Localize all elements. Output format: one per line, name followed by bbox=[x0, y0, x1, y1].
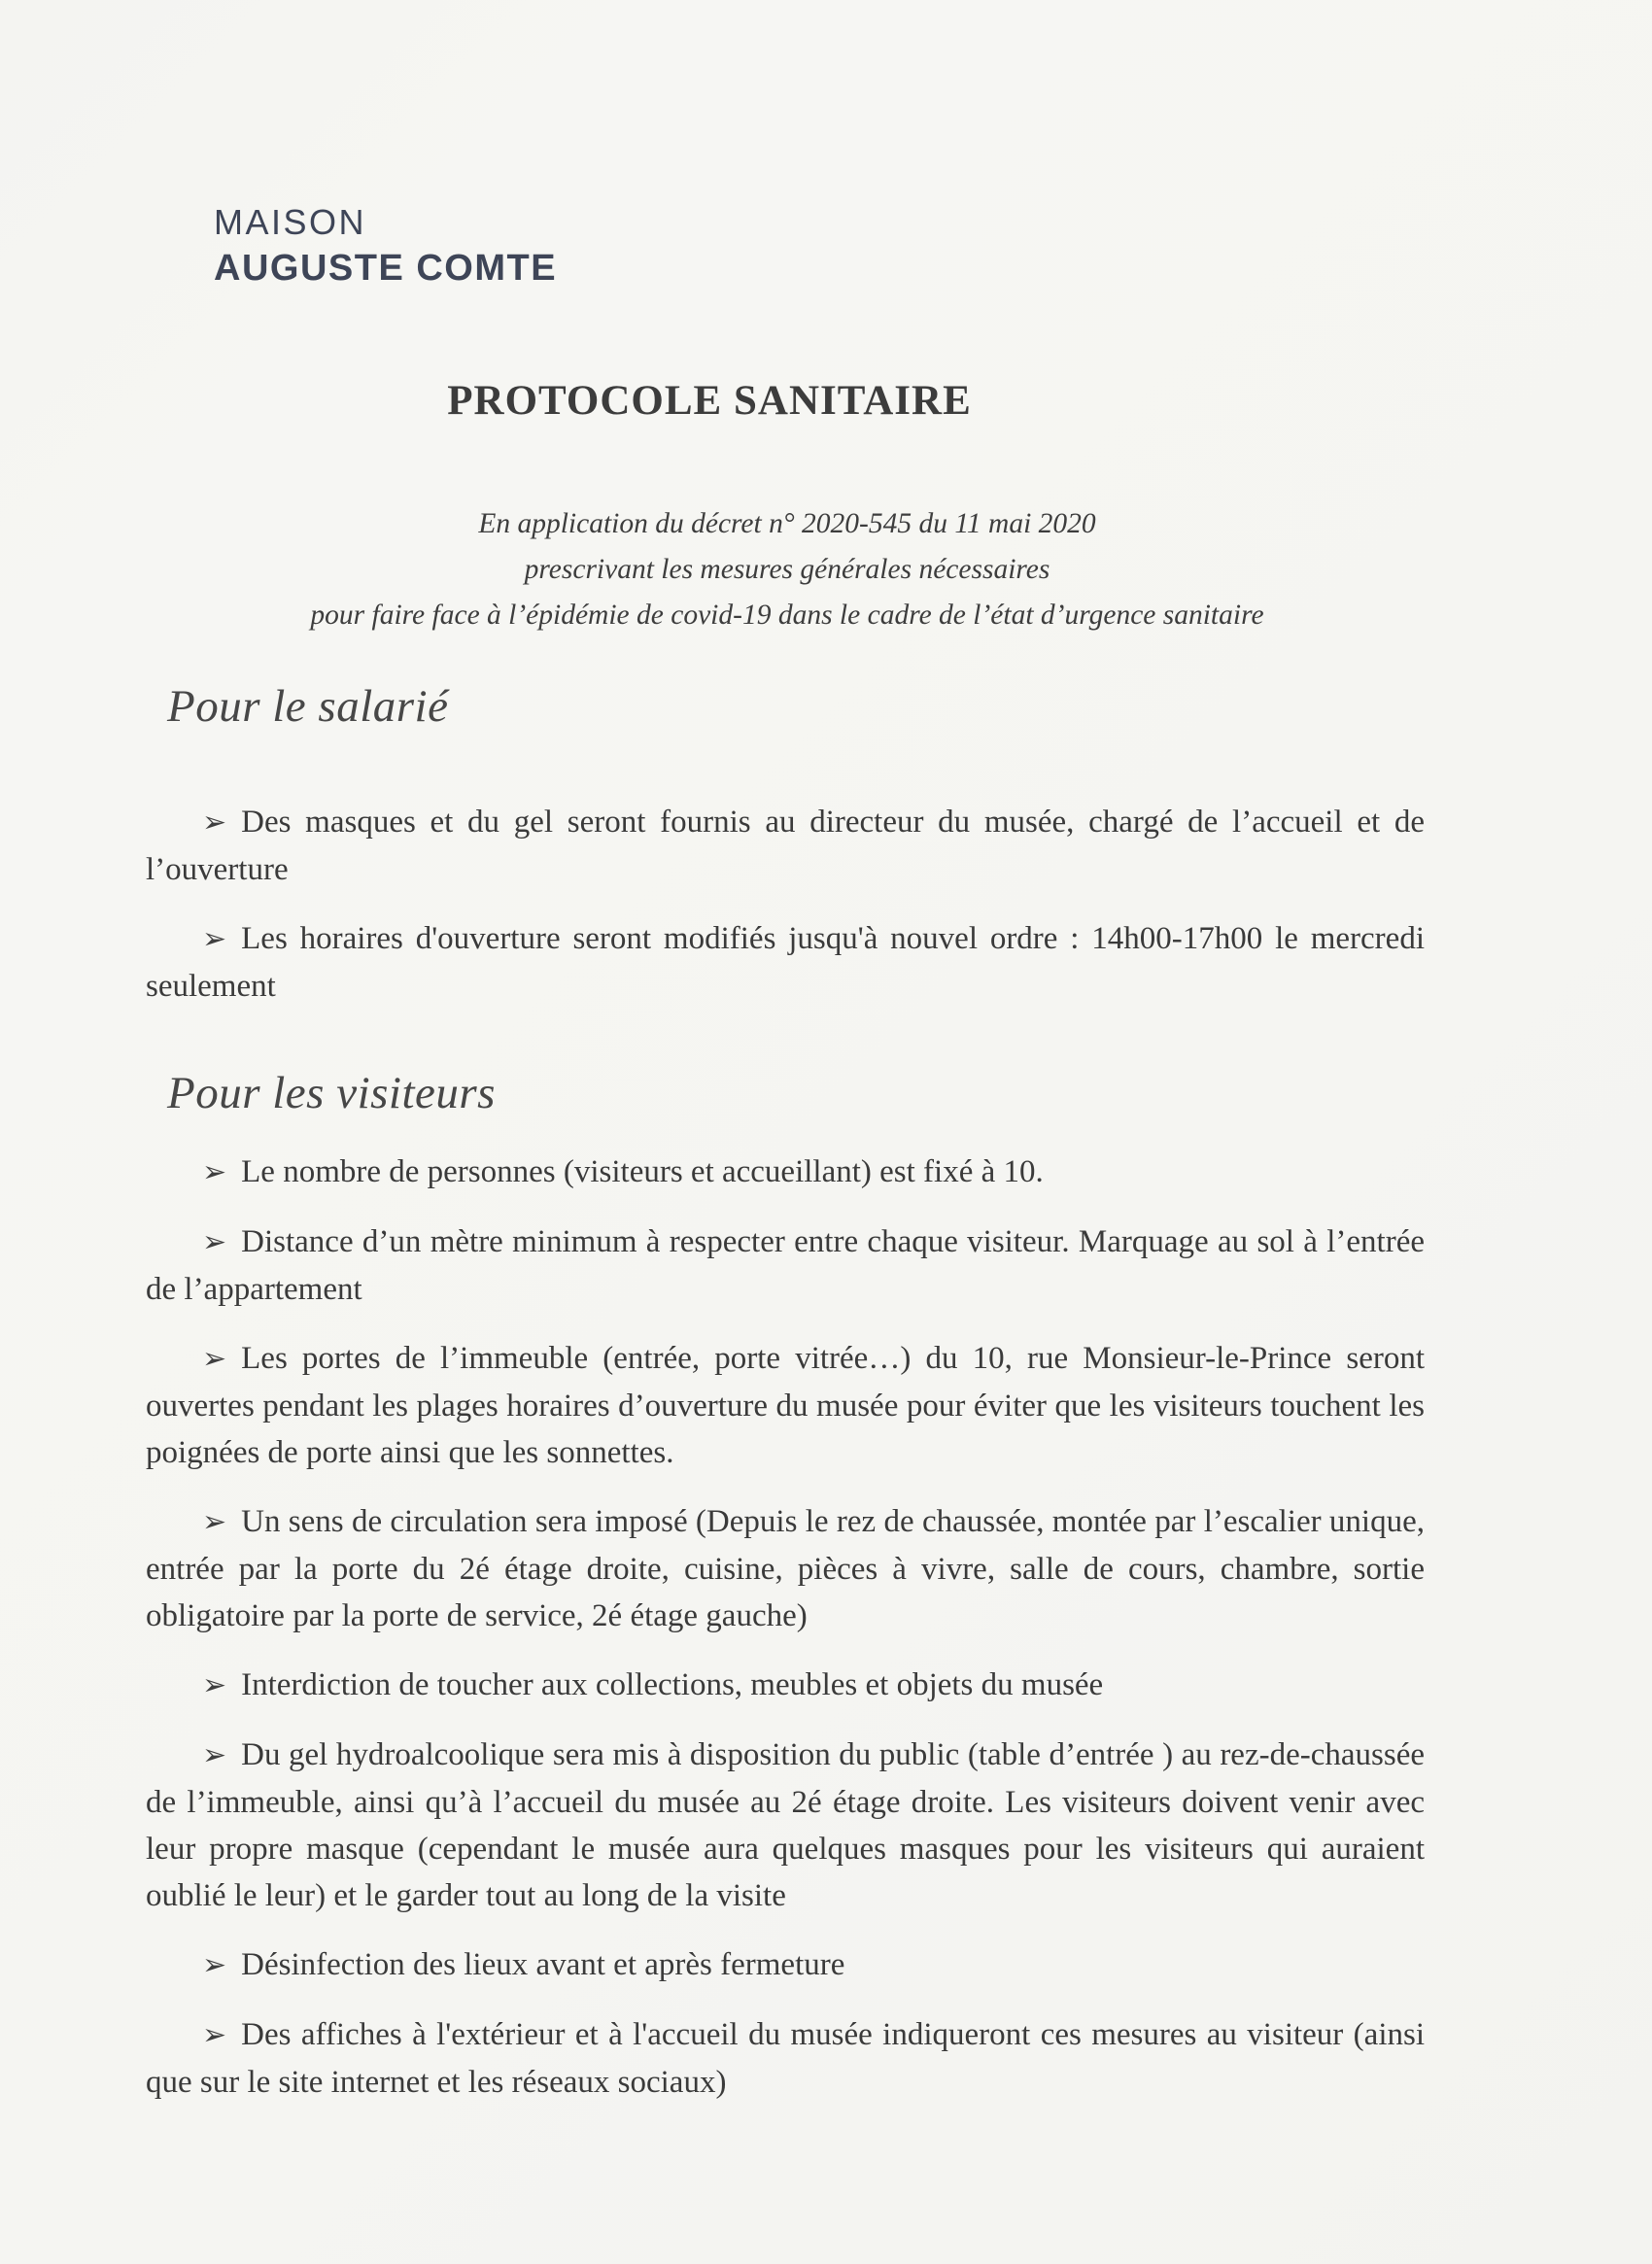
bullet-item bbox=[146, 1498, 1425, 1639]
bullet-text: Les portes de l’immeuble (entrée, porte vitrée…) du 10, rue Monsieur-le-Prince seront ouvertes pendant les plages horaires d’ouverture du musée pour éviter que les visiteurs touchent les poignées de porte ainsi que les sonnettes. bbox=[146, 1341, 1425, 1470]
arrow-bullet-icon: ➢ bbox=[202, 1226, 227, 1258]
bullet-text: Des masques et du gel seront fournis au directeur du musée, chargé de l’accueil et de l’ouverture bbox=[146, 805, 1425, 887]
decree-subtitle bbox=[117, 501, 1458, 638]
bullet-item bbox=[146, 1732, 1425, 1919]
bullet-item bbox=[146, 1941, 1425, 1989]
page-title: PROTOCOLE SANITAIRE bbox=[447, 378, 972, 424]
maison-auguste-comte-logo bbox=[214, 202, 557, 291]
arrow-bullet-icon: ➢ bbox=[202, 1739, 227, 1771]
arrow-bullet-icon: ➢ bbox=[202, 2019, 227, 2051]
bullet-text: Interdiction de toucher aux collections, meubles et objets du musée bbox=[241, 1667, 1104, 1702]
bullet-item bbox=[146, 915, 1425, 1010]
section-heading-salarie: Pour le salarié bbox=[167, 681, 449, 732]
bullet-item bbox=[146, 1335, 1425, 1476]
bullet-item bbox=[146, 799, 1425, 893]
arrow-bullet-icon: ➢ bbox=[202, 923, 227, 955]
bullet-text: Du gel hydroalcoolique sera mis à disposition du public (table d’entrée ) au rez-de-chaussée de l’immeuble, ainsi qu’à l’accueil du musée au 2é étage droite. Les visiteurs doivent venir avec leur propre masque (cependant le musée aura quelques masques pour les visiteurs qui auraient oublié le leur) et le garder tout au long de la visite bbox=[146, 1737, 1425, 1913]
arrow-bullet-icon: ➢ bbox=[202, 1669, 227, 1701]
logo-line-auguste-comte: AUGUSTE COMTE bbox=[214, 248, 558, 290]
arrow-bullet-icon: ➢ bbox=[202, 1506, 227, 1538]
bullet-text: Les horaires d'ouverture seront modifiés jusqu'à nouvel ordre : 14h00-17h00 le mercredi seulement bbox=[146, 921, 1425, 1004]
subtitle-line-1: En application du décret n° 2020-545 du 11 mai 2020 bbox=[478, 508, 1096, 539]
subtitle-line-2: prescrivant les mesures générales nécessaires bbox=[524, 554, 1050, 585]
subtitle-line-3: pour faire face à l’épidémie de covid-19 dans le cadre de l’état d’urgence sanitaire bbox=[310, 600, 1264, 631]
bullet-text: Un sens de circulation sera imposé (Depuis le rez de chaussée, montée par l’escalier unique, entrée par la porte du 2é étage droite, cuisine, pièces à vivre, salle de cours, chambre, sortie obligatoire par la porte de service, 2é étage gauche) bbox=[146, 1504, 1425, 1633]
bullet-text: Des affiches à l'extérieur et à l'accueil du musée indiqueront ces mesures au visiteur (ainsi que sur le site internet et les réseaux sociaux) bbox=[146, 2017, 1425, 2100]
section-heading-visiteurs: Pour les visiteurs bbox=[167, 1068, 496, 1118]
bullet-item bbox=[146, 1218, 1425, 1313]
arrow-bullet-icon: ➢ bbox=[202, 1343, 227, 1375]
bullet-text: Distance d’un mètre minimum à respecter entre chaque visiteur. Marquage au sol à l’entrée de l’appartement bbox=[146, 1224, 1425, 1307]
bullet-text: Le nombre de personnes (visiteurs et accueillant) est fixé à 10. bbox=[241, 1154, 1044, 1189]
arrow-bullet-icon: ➢ bbox=[202, 1156, 227, 1188]
bullet-item bbox=[146, 1149, 1425, 1196]
logo-line-maison: MAISON bbox=[214, 202, 367, 242]
section-salarie-bullets bbox=[146, 799, 1425, 1032]
bullet-item bbox=[146, 2011, 1425, 2106]
arrow-bullet-icon: ➢ bbox=[202, 1949, 227, 1981]
section-visiteurs-bullets bbox=[146, 1149, 1425, 2128]
bullet-text: Désinfection des lieux avant et après fermeture bbox=[241, 1947, 845, 1982]
arrow-bullet-icon: ➢ bbox=[202, 806, 227, 839]
bullet-item bbox=[146, 1662, 1425, 1709]
